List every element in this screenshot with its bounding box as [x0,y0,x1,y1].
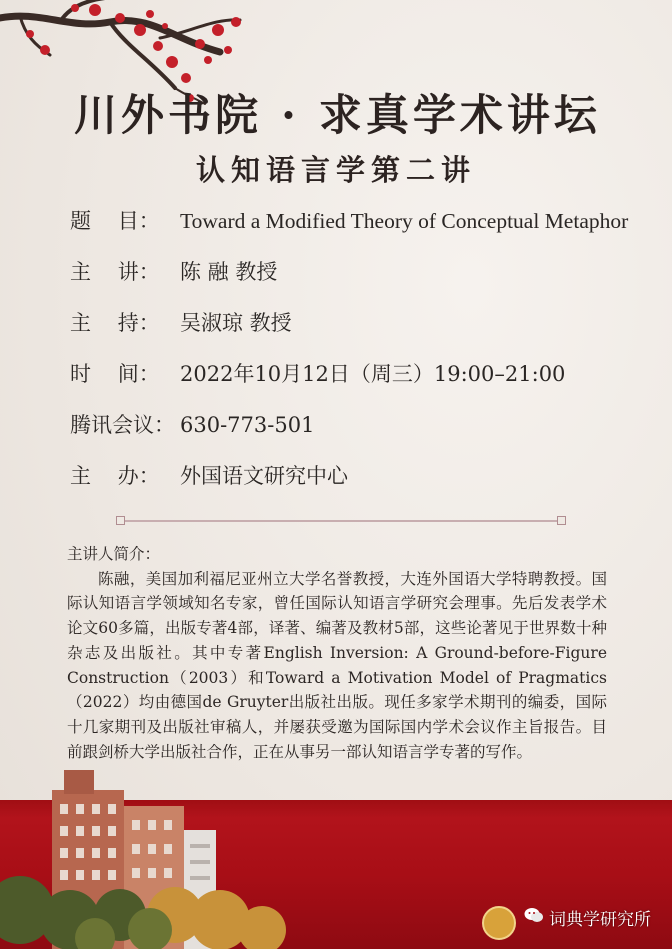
bio-heading: 主讲人简介： [67,545,161,563]
info-label: 腾讯会议： [70,413,175,437]
info-row-speaker [70,256,660,307]
info-row-meeting-id [70,409,660,460]
source-watermark: 词典学研究所 [549,910,651,930]
info-label: 时 间： [70,362,160,386]
info-value-speaker: 陈 融 教授 [180,260,278,284]
lecture-info [70,205,660,511]
info-label: 主 办： [70,464,160,488]
university-seal-icon [482,906,516,940]
info-label: 主 持： [70,311,160,335]
info-label: 主 讲： [70,260,160,284]
poster-subtitle: 认知语言学第二讲 [195,153,476,187]
info-row-topic [70,205,660,256]
trees-foliage [0,860,300,949]
speaker-bio [67,542,607,764]
info-row-time [70,358,660,409]
info-value-organizer: 外国语文研究中心 [180,464,348,488]
info-row-host [70,307,660,358]
poster-title: 川外书院 · 求真学术讲坛 [74,91,601,141]
info-value-host: 吴淑琼 教授 [180,311,292,335]
info-value-time: 2022年10月12日（周三）19:00–21:00 [180,362,566,386]
info-value-topic: Toward a Modified Theory of Conceptual Metaphor [180,209,629,233]
info-row-organizer [70,460,660,511]
info-label: 题 目： [70,209,160,233]
section-divider [121,520,561,522]
info-value-meeting-id: 630-773-501 [180,413,315,437]
bio-text: 陈融，美国加利福尼亚州立大学名誉教授，大连外国语大学特聘教授。国际认知语言学领域知名专家，曾任国际认知语言学研究会理事。先后发表学术论文60多篇，出版专著4部，译著、编著及教材5部，这些论著见于世界数十种杂志及出版社。其中专著English Inversion: A Ground-before-Figure Construction（2003）和Toward a Motivation Model of Pragmatics（2022）均由德国de Gruyter出版社出版。现任多家学术期刊的编委，国际十几家期刊及出版社审稿人，并屡获受邀为国际国内学术会议作主旨报告。目前跟剑桥大学出版社合作，正在从事另一部认知语言学专著的写作。 [67,569,607,761]
wechat-icon [524,907,544,923]
